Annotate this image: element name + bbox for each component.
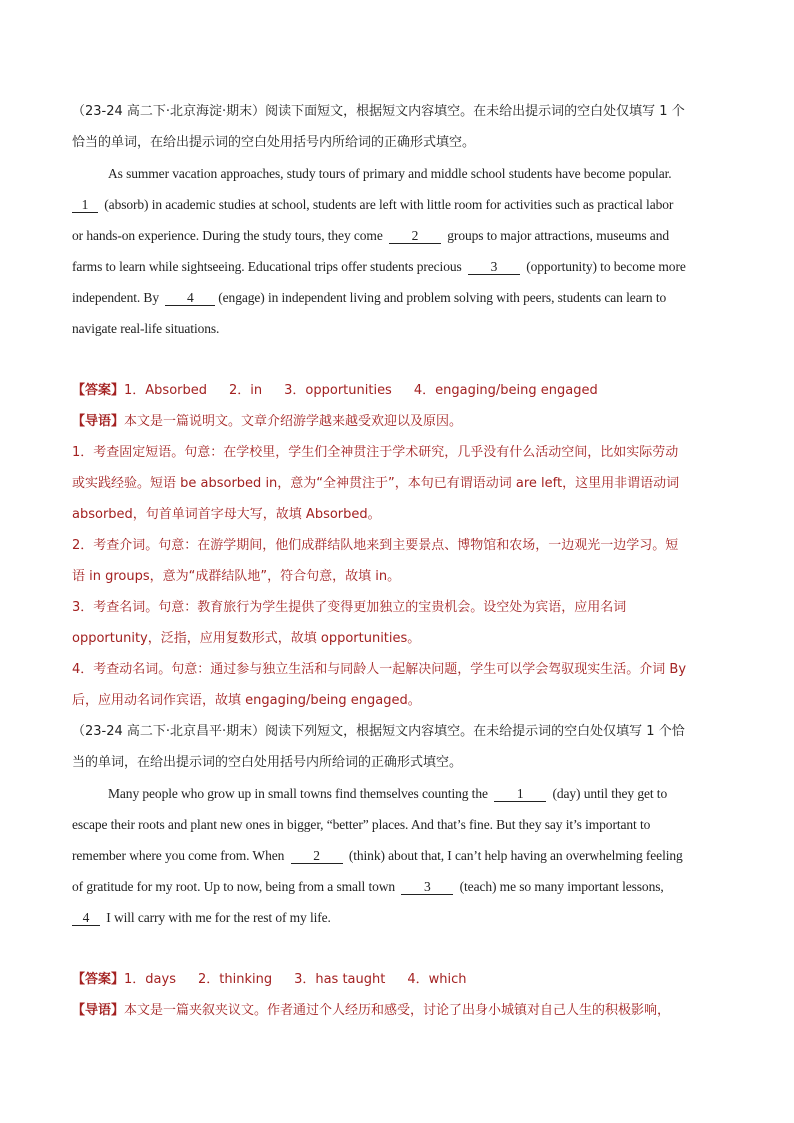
q2-passage-line4-a: of gratitude for my root. Up to now, being from a small town [72, 879, 396, 894]
q2-answer-4: 4．which [407, 972, 467, 987]
q1-blank-1[interactable]: 1 [72, 198, 98, 213]
q1-passage-line5-a: independent. By [72, 290, 159, 305]
q2-passage-line1-a: Many people who grow up in small towns find themselves counting the [108, 786, 488, 801]
q1-guide-line [72, 406, 724, 437]
q1-blank-2[interactable]: 2 [389, 229, 441, 244]
q1-explanation-3-line1: 3．考查名词。句意：教育旅行为学生提供了变得更加独立的宝贵机会。设空处为宾语，应用名词 [72, 600, 627, 615]
q1-guide-text: 本文是一篇说明文。文章介绍游学越来越受欢迎以及原因。 [124, 414, 463, 429]
q2-passage-line1-b: (day) until they get to [552, 786, 668, 801]
q2-blank-3[interactable]: 3 [401, 880, 453, 895]
q1-passage-line5-b: (engage) in independent living and problem solving with peers, students can learn to [218, 290, 667, 305]
q2-passage-line5-text: I will carry with me for the rest of my life. [103, 910, 331, 925]
q2-answer-2: 2．thinking [197, 972, 273, 987]
q1-passage-line4-b: (opportunity) to become more [526, 259, 686, 274]
q2-passage-line2: escape their roots and plant new ones in bigger, “better” places. And that’s fine. But they say it’s important to [72, 817, 651, 832]
q2-passage-line5 [72, 902, 724, 933]
q1-explanation-3-line2: opportunity，泛指，应用复数形式，故填 opportunities。 [72, 631, 421, 646]
q1-blank-4[interactable]: 4 [165, 291, 215, 306]
q2-blank-2[interactable]: 2 [291, 849, 343, 864]
q1-explanation-1-line2: 或实践经验。短语 be absorbed in，意为“全神贯注于”，本句已有谓语动词 are left，这里用非谓语动词 [72, 476, 680, 491]
q1-passage-line5 [72, 282, 724, 313]
q2-passage-line3-b: (think) about that, I can’t help having an overwhelming feeling [348, 848, 683, 863]
q1-answer-4: 4．engaging/being engaged [413, 383, 598, 398]
q1-explanation-4-line1: 4．考查动名词。句意：通过参与独立生活和与同龄人一起解决问题，学生可以学会驾驭现实生活。介词 By [72, 662, 687, 677]
q2-answer-label: 【答案】 [72, 972, 125, 987]
q2-blank-1[interactable]: 1 [494, 787, 546, 802]
q1-explanation-2-line2: 语 in groups，意为“成群结队地”，符合句意，故填 in。 [72, 569, 401, 584]
q2-answer-line [72, 964, 724, 995]
q2-passage-line3 [72, 840, 724, 871]
q2-answer-1: 1．days [124, 972, 176, 987]
q1-answer-label: 【答案】 [72, 383, 125, 398]
q1-passage-line3 [72, 220, 724, 251]
q2-guide-line [72, 995, 724, 1026]
q1-answer-line [72, 375, 724, 406]
q2-answer-3: 3．has taught [294, 972, 386, 987]
q2-passage-line4-b: (teach) me so many important lessons, [459, 879, 664, 894]
q2-guide-text: 本文是一篇夹叙夹议文。作者通过个人经历和感受，讨论了出身小城镇对自己人生的积极影响， [124, 1003, 671, 1018]
q1-explanation-4-line2: 后，应用动名词作宾语，故填 engaging/being engaged。 [72, 693, 421, 708]
q1-passage-line2-text: (absorb) in academic studies at school, students are left with little room for activities such as practical labor [101, 197, 674, 212]
q1-passage-line3-a: or hands-on experience. During the study tours, they come [72, 228, 383, 243]
q2-blank-4[interactable]: 4 [72, 911, 100, 926]
q1-blank-3[interactable]: 3 [468, 260, 520, 275]
q2-instruction-line2: 当的单词，在给出提示词的空白处用括号内所给词的正确形式填空。 [72, 755, 463, 770]
q1-instruction-line2: 恰当的单词，在给出提示词的空白处用括号内所给词的正确形式填空。 [72, 135, 476, 150]
q1-passage-line4 [72, 251, 724, 282]
q1-passage-line6: navigate real-life situations. [72, 321, 220, 336]
q2-instruction-line1: （23-24 高二下·北京昌平·期末）阅读下列短文，根据短文内容填空。在未给提示词的空白处仅填写 1 个恰 [72, 724, 685, 739]
q1-passage-line1: As summer vacation approaches, study tours of primary and middle school students have become popular. [108, 166, 672, 181]
q1-explanation-2-line1: 2．考查介词。句意：在游学期间，他们成群结队地来到主要景点、博物馆和农场，一边观光一边学习。短 [72, 538, 679, 553]
q1-explanation-1-line1: 1．考查固定短语。句意：在学校里，学生们全神贯注于学术研究，几乎没有什么活动空间，比如实际劳动 [72, 445, 679, 460]
q2-passage-line4 [72, 871, 724, 902]
q1-explanation-1-line3: absorbed，句首单词首字母大写，故填 Absorbed。 [72, 507, 381, 522]
q1-answer-3: 3．opportunities [284, 383, 392, 398]
q1-passage-line2 [72, 189, 724, 220]
q1-guide-label: 【导语】 [72, 414, 125, 429]
q1-answer-1: 1．Absorbed [124, 383, 208, 398]
q1-answer-2: 2．in [229, 383, 263, 398]
q2-passage-line1 [72, 778, 724, 809]
q1-passage-line3-b: groups to major attractions, museums and [447, 228, 669, 243]
document-page [72, 96, 724, 1026]
q2-guide-label: 【导语】 [72, 1003, 125, 1018]
q1-passage-line4-a: farms to learn while sightseeing. Educational trips offer students precious [72, 259, 462, 274]
q2-passage-line3-a: remember where you come from. When [72, 848, 285, 863]
q1-instruction-line1: （23-24 高二下·北京海淀·期末）阅读下面短文，根据短文内容填空。在未给出提示词的空白处仅填写 1 个 [72, 104, 685, 119]
